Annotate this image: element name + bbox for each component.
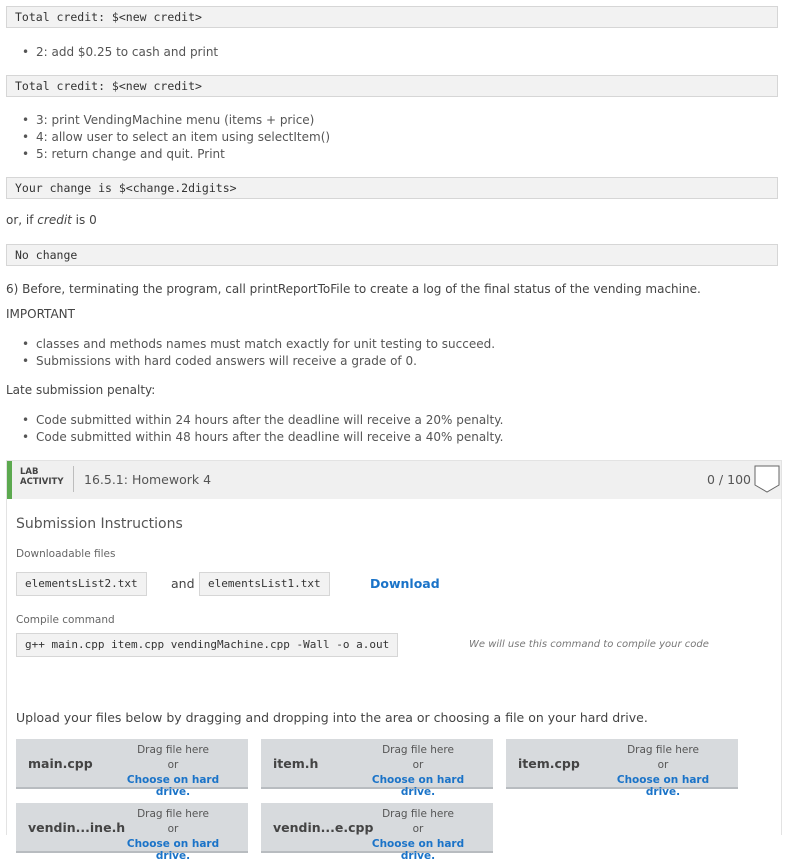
drop-zone-filename: item.h [273,756,319,771]
compile-command: g++ main.cpp item.cpp vendingMachine.cpp -Wall -o a.out [16,633,398,657]
download-button[interactable]: Download [370,576,440,591]
list-item: • Submissions with hard coded answers will receive a grade of 0. [22,353,495,370]
choose-on-hard-drive-link[interactable]: Choose on hard drive. [616,774,710,798]
drag-file-here-text: Drag file here [137,808,209,820]
lab-activity-tag [20,467,63,487]
score-badge-icon [754,465,780,493]
important-list [22,336,495,370]
choose-on-hard-drive-link[interactable]: Choose on hard drive. [371,774,465,798]
step-6-text: 6) Before, terminating the program, call printReportToFile to create a log of the final status of the vending machine. [6,282,701,296]
list-item: • 4: allow user to select an item using selectItem() [22,129,330,146]
drop-zone-main-cpp[interactable] [16,739,248,798]
list-item: • 3: print VendingMachine menu (items + price) [22,112,330,129]
choose-on-hard-drive-link[interactable]: Choose on hard drive. [371,838,465,862]
drag-file-here-text: Drag file here [137,744,209,756]
list-item: • 2: add $0.25 to cash and print [22,44,218,61]
downloadable-files-label: Downloadable files [16,548,116,560]
code-total-credit-2: Total credit: $<new credit> [6,75,778,97]
code-no-change: No change [6,244,778,266]
drag-file-here-text: Drag file here [382,744,454,756]
compile-command-label: Compile command [16,614,115,626]
drop-zone-item-h[interactable] [261,739,493,798]
or-text: or [167,759,179,771]
lab-title: 16.5.1: Homework 4 [84,472,212,487]
or-text: or [167,823,179,835]
or-if-suffix: is 0 [71,213,97,227]
code-your-change: Your change is $<change.2digits> [6,177,778,199]
credit-italic: credit [37,213,72,227]
drop-zone-filename: vendin...e.cpp [273,820,374,835]
or-text: or [412,759,424,771]
important-heading: IMPORTANT [6,307,75,321]
or-text: or [657,759,669,771]
drag-file-here-text: Drag file here [627,744,699,756]
submission-instructions-heading: Submission Instructions [16,516,183,532]
list-steps-3-5 [22,112,330,163]
lab-header [7,461,781,499]
list-item: • Code submitted within 24 hours after the deadline will receive a 20% penalty. [22,412,503,429]
lab-score: 0 / 100 [707,472,751,487]
or-if-credit-text [6,213,97,227]
lab-activity [6,460,782,862]
drag-file-here-text: Drag file here [382,808,454,820]
list-step-2 [22,44,218,61]
drop-zone-item-cpp[interactable] [506,739,738,798]
and-text: and [171,576,195,591]
drop-zone-filename: vendin...ine.h [28,820,126,835]
late-penalty-heading: Late submission penalty: [6,383,156,397]
code-total-credit-1: Total credit: $<new credit> [6,6,778,28]
or-if-prefix: or, if [6,213,38,227]
or-text: or [412,823,424,835]
drop-zone-vendingmachine-cpp[interactable] [261,803,493,862]
drop-zone-vendingmachine-h[interactable] [16,803,248,862]
list-item: • classes and methods names must match exactly for unit testing to succeed. [22,336,495,353]
late-penalty-list [22,412,503,446]
file-elementslist2: elementsList2.txt [16,572,147,596]
lab-header-divider [73,466,74,492]
list-item: • Code submitted within 48 hours after the deadline will receive a 40% penalty. [22,429,503,446]
drop-zone-filename: item.cpp [518,756,580,771]
file-elementslist1: elementsList1.txt [199,572,330,596]
list-item: • 5: return change and quit. Print [22,146,330,163]
lab-body [7,499,781,862]
lab-tag-line2: ACTIVITY [20,477,64,487]
choose-on-hard-drive-link[interactable]: Choose on hard drive. [126,774,220,798]
drop-zone-filename: main.cpp [28,756,93,771]
choose-on-hard-drive-link[interactable]: Choose on hard drive. [126,838,220,862]
compile-note: We will use this command to compile your code [469,639,709,650]
lab-tag-line1: LAB [20,467,39,477]
upload-instructions: Upload your files below by dragging and dropping into the area or choosing a file on your hard drive. [16,710,648,725]
